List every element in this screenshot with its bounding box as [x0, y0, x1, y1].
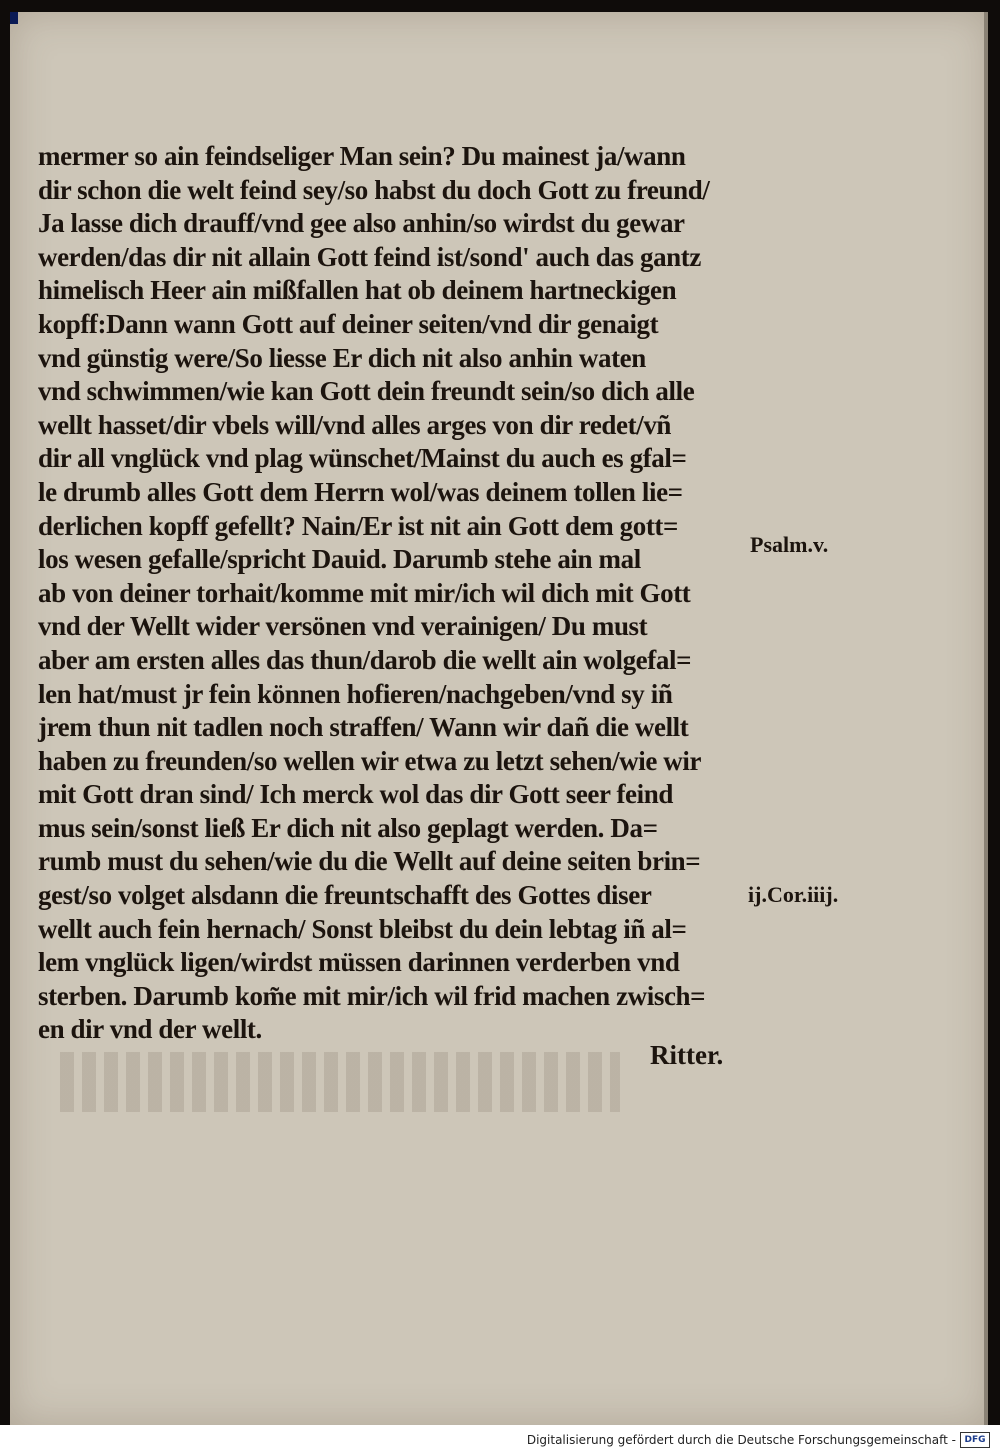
text-line: dir all vnglück vnd plag wünschet/Mainst du auch es gfal=: [38, 443, 687, 474]
text-line: dir schon die welt feind sey/so habst du doch Gott zu freund/: [38, 174, 710, 205]
text-line: le drumb alles Gott dem Herrn wol/was deinem tollen lie=: [38, 476, 683, 507]
text-line: kopff:Dann wann Gott auf deiner seiten/vnd dir genaigt: [38, 308, 659, 339]
dfg-logo: DFG: [960, 1432, 990, 1448]
page-edge: [984, 12, 988, 1425]
text-line: los wesen gefalle/spricht Dauid. Darumb stehe ain mal: [38, 544, 641, 575]
footer-bar: [0, 1425, 1000, 1455]
text-line: vnd der Wellt wider versönen vnd verainigen/ Du must: [38, 611, 648, 642]
text-line: mus sein/sonst ließ Er dich nit also geplagt werden. Da=: [38, 812, 658, 843]
text-line: mit Gott dran sind/ Ich merck wol das dir Gott seer feind: [38, 779, 673, 810]
text-line: Ja lasse dich drauff/vnd gee also anhin/so wirdst du gewar: [38, 208, 685, 239]
text-line: jrem thun nit tadlen noch straffen/ Wann wir dañ die wellt: [38, 712, 689, 743]
text-line: mermer so ain feindseliger Man sein? Du mainest ja/wann: [38, 141, 686, 171]
text-line: rumb must du sehen/wie du die Wellt auf deine seiten brin=: [38, 846, 701, 877]
text-line: aber am ersten alles das thun/darob die wellt ain wolgefal=: [38, 644, 692, 675]
body-text: [38, 140, 748, 1047]
marginal-note-corinthians: ij.Cor.iiij.: [748, 882, 839, 907]
marginal-note-psalm: Psalm.v.: [750, 532, 829, 557]
text-line: werden/das dir nit allain Gott feind ist/sond' auch das gantz: [38, 241, 701, 272]
corner-mark: [10, 12, 18, 24]
text-line: len hat/must jr fein können hofieren/nachgeben/vnd sy iñ: [38, 678, 673, 709]
text-line: ab von deiner torhait/komme mit mir/ich wil dich mit Gott: [38, 577, 691, 608]
text-line: gest/so volget alsdann die freuntschafft des Gottes diser: [38, 880, 652, 911]
text-line: sterben. Darumb kom̃e mit mir/ich wil frid machen zwisch=: [38, 980, 706, 1011]
text-line: wellt hasset/dir vbels will/vnd alles arges von dir redet/vñ: [38, 409, 672, 440]
text-line: derlichen kopff gefellt? Nain/Er ist nit ain Gott dem gott=: [38, 510, 678, 541]
text-line: en dir vnd der wellt.: [38, 1014, 262, 1045]
text-line: lem vnglück ligen/wirdst müssen darinnen verderben vnd: [38, 947, 680, 978]
text-line: himelisch Heer ain mißfallen hat ob deinem hartneckigen: [38, 275, 677, 306]
footer-credit: Digitalisierung gefördert durch die Deutsche Forschungsgemeinschaft -: [526, 1433, 956, 1447]
text-line: haben zu freunden/so wellen wir etwa zu letzt sehen/wie wir: [38, 745, 702, 776]
book-page: [10, 12, 988, 1425]
catchword: Ritter.: [650, 1040, 724, 1070]
text-line: vnd günstig were/So liesse Er dich nit also anhin waten: [38, 342, 646, 373]
text-line: vnd schwimmen/wie kan Gott dein freundt sein/so dich alle: [38, 376, 695, 407]
show-through: [60, 1052, 620, 1112]
text-line: wellt auch fein hernach/ Sonst bleibst du dein lebtag iñ al=: [38, 913, 687, 944]
